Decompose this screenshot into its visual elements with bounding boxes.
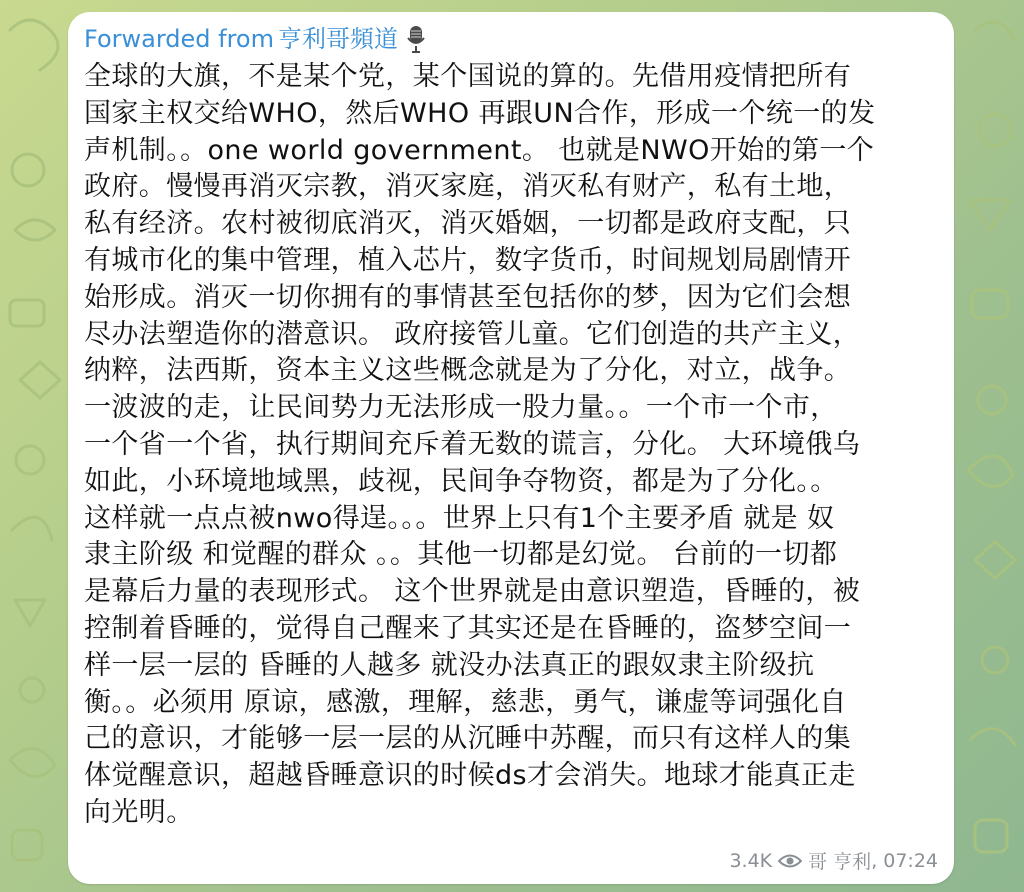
message-line: 全球的大旗，不是某个党，某个国说的算的。先借用疫情把所有: [84, 61, 852, 92]
message-text: [84, 59, 942, 832]
forwarded-message-bubble[interactable]: [68, 12, 954, 884]
message-line: 是幕后力量的表现形式。 这个世界就是由意识塑造，昏睡的，被: [84, 576, 861, 608]
meta-separator: ,: [871, 849, 878, 872]
message-line: 一波波的走，让民间势力无法形成一股力量。。一个市一个市，: [84, 392, 838, 424]
message-line: 如此，小环境地域黑，歧视，民间争夺物资，都是为了分化。。: [84, 465, 838, 497]
forwarded-channel-link[interactable]: 亨利哥頻道: [278, 25, 398, 53]
forwarded-from-label: Forwarded from: [84, 25, 274, 53]
message-line: 己的意识，才能够一层一层的从沉睡中苏醒，而只有这样人的集: [84, 723, 852, 755]
message-line: 向光明。: [84, 796, 194, 828]
eye-icon: [778, 853, 802, 869]
message-line: 纳粹，法西斯，资本主义这些概念就是为了分化，对立，战争。: [84, 355, 852, 387]
message-line: 一个省一个省，执行期间充斥着无数的谎言，分化。 大环境俄乌: [84, 428, 861, 460]
message-meta: [729, 847, 938, 874]
message-line: 私有经济。农村被彻底消灭，消灭婚姻，一切都是政府支配，只: [84, 208, 852, 240]
post-author: 哥 亨利: [808, 851, 872, 873]
post-time: 07:24: [883, 849, 938, 872]
message-line: 政府。慢慢再消灭宗教，消灭家庭，消灭私有财产，私有土地，: [84, 171, 852, 203]
message-line: 尽办法塑造你的潜意识。 政府接管儿童。它们创造的共产主义，: [84, 318, 861, 350]
message-line: 始形成。消灭一切你拥有的事情甚至包括你的梦，因为它们会想: [84, 281, 852, 313]
message-line: 这样就一点点被nwo得逞。。。世界上只有1个主要矛盾 就是 奴: [84, 502, 835, 534]
message-line: 衡。。必须用 原谅，感激，理解，慈悲，勇气，谦虚等词强化自: [84, 686, 847, 718]
message-line: 体觉醒意识，超越昏睡意识的时候ds才会消失。地球才能真正走: [84, 760, 856, 792]
microphone-icon: [406, 24, 426, 54]
message-line: 样一层一层的 昏睡的人越多 就没办法真正的跟奴隶主阶级抗: [84, 649, 815, 681]
forwarded-from-header: [84, 22, 426, 56]
view-count: 3.4K: [729, 849, 773, 872]
message-line: 国家主权交给WHO，然后WHO 再跟UN合作，形成一个统一的发: [84, 97, 876, 129]
message-line: 有城市化的集中管理，植入芯片，数字货币，时间规划局剧情开: [84, 244, 852, 276]
message-line: 声机制。。one world government。 也就是NWO开始的第一个: [84, 134, 875, 166]
message-line: 隶主阶级 和觉醒的群众 。。其他一切都是幻觉。 台前的一切都: [84, 539, 838, 571]
message-line: 控制着昏睡的，觉得自己醒来了其实还是在昏睡的，盗梦空间一: [84, 612, 852, 644]
